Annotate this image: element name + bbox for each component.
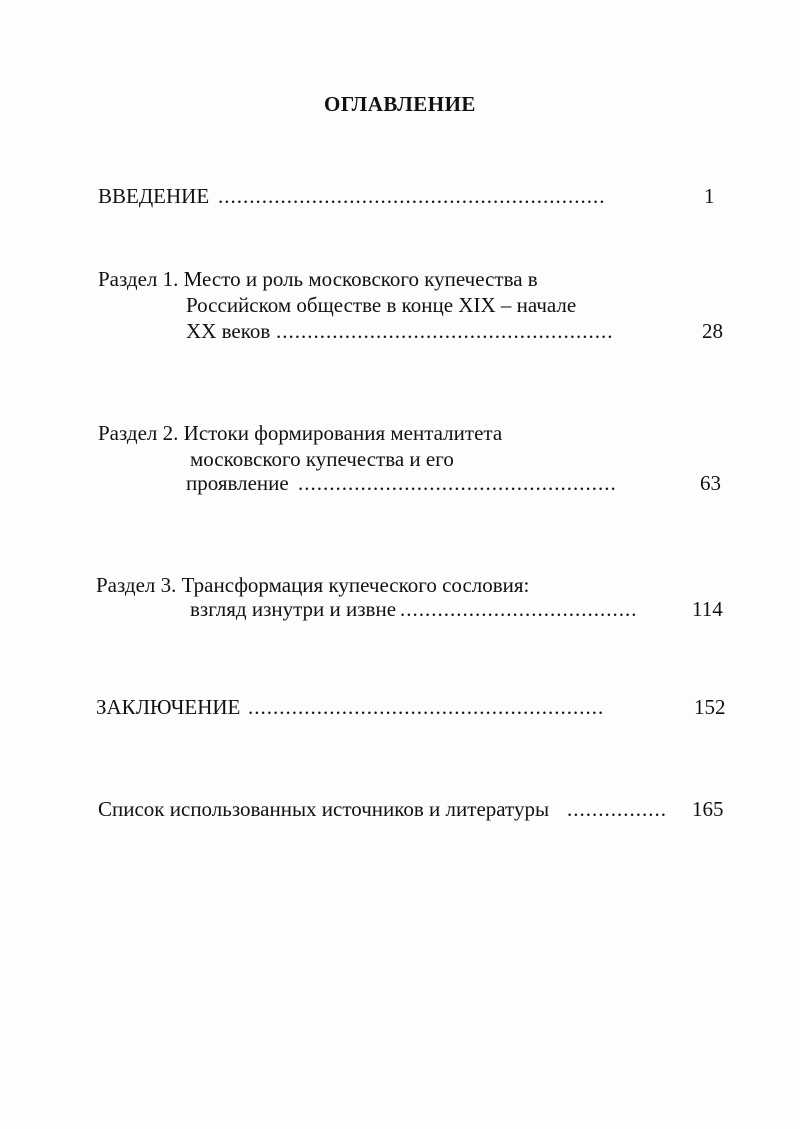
toc-entry-section-2-leader: ................................................... — [298, 471, 617, 495]
toc-entry-section-1-leader: ...................................................... — [276, 319, 614, 343]
toc-entry-conclusion-label: ЗАКЛЮЧЕНИЕ — [96, 695, 241, 719]
toc-entry-conclusion-page: 152 — [694, 695, 726, 719]
toc-entry-section-2-page: 63 — [700, 471, 721, 495]
toc-entry-section-3-line-1: Раздел 3. Трансформация купеческого сословия: — [96, 573, 530, 597]
toc-entry-section-2-line-1: Раздел 2. Истоки формирования менталитета — [98, 421, 503, 445]
toc-entry-bibliography-page: 165 — [692, 797, 724, 821]
toc-entry-conclusion-leader: ......................................................... — [248, 695, 605, 719]
toc-entry-section-1-line-1: Раздел 1. Место и роль московского купечества в — [98, 267, 538, 291]
toc-entry-introduction-page: 1 — [704, 184, 715, 208]
toc-entry-section-3-leader: ...................................... — [400, 597, 638, 621]
toc-entry-section-3-page: 114 — [692, 597, 723, 621]
toc-entry-section-1-page: 28 — [702, 319, 723, 343]
toc-entry-section-1-line-2: Российском обществе в конце XIX – начале — [186, 293, 577, 317]
toc-entry-section-2-line-3: проявление — [186, 471, 289, 495]
page-title: ОГЛАВЛЕНИЕ — [324, 92, 476, 116]
toc-entry-section-3-line-2: взгляд изнутри и извне — [190, 597, 397, 621]
toc-entry-section-1-line-3: XX веков — [186, 319, 271, 343]
toc-entry-section-2-line-2: московского купечества и его — [190, 447, 454, 471]
toc-entry-introduction-leader: .............................................................. — [218, 184, 606, 208]
toc-entry-introduction-label: ВВЕДЕНИЕ — [98, 184, 210, 208]
toc-entry-bibliography-leader: ................ — [567, 797, 667, 821]
toc-entry-bibliography-label: Список использованных источников и литературы — [98, 797, 550, 821]
